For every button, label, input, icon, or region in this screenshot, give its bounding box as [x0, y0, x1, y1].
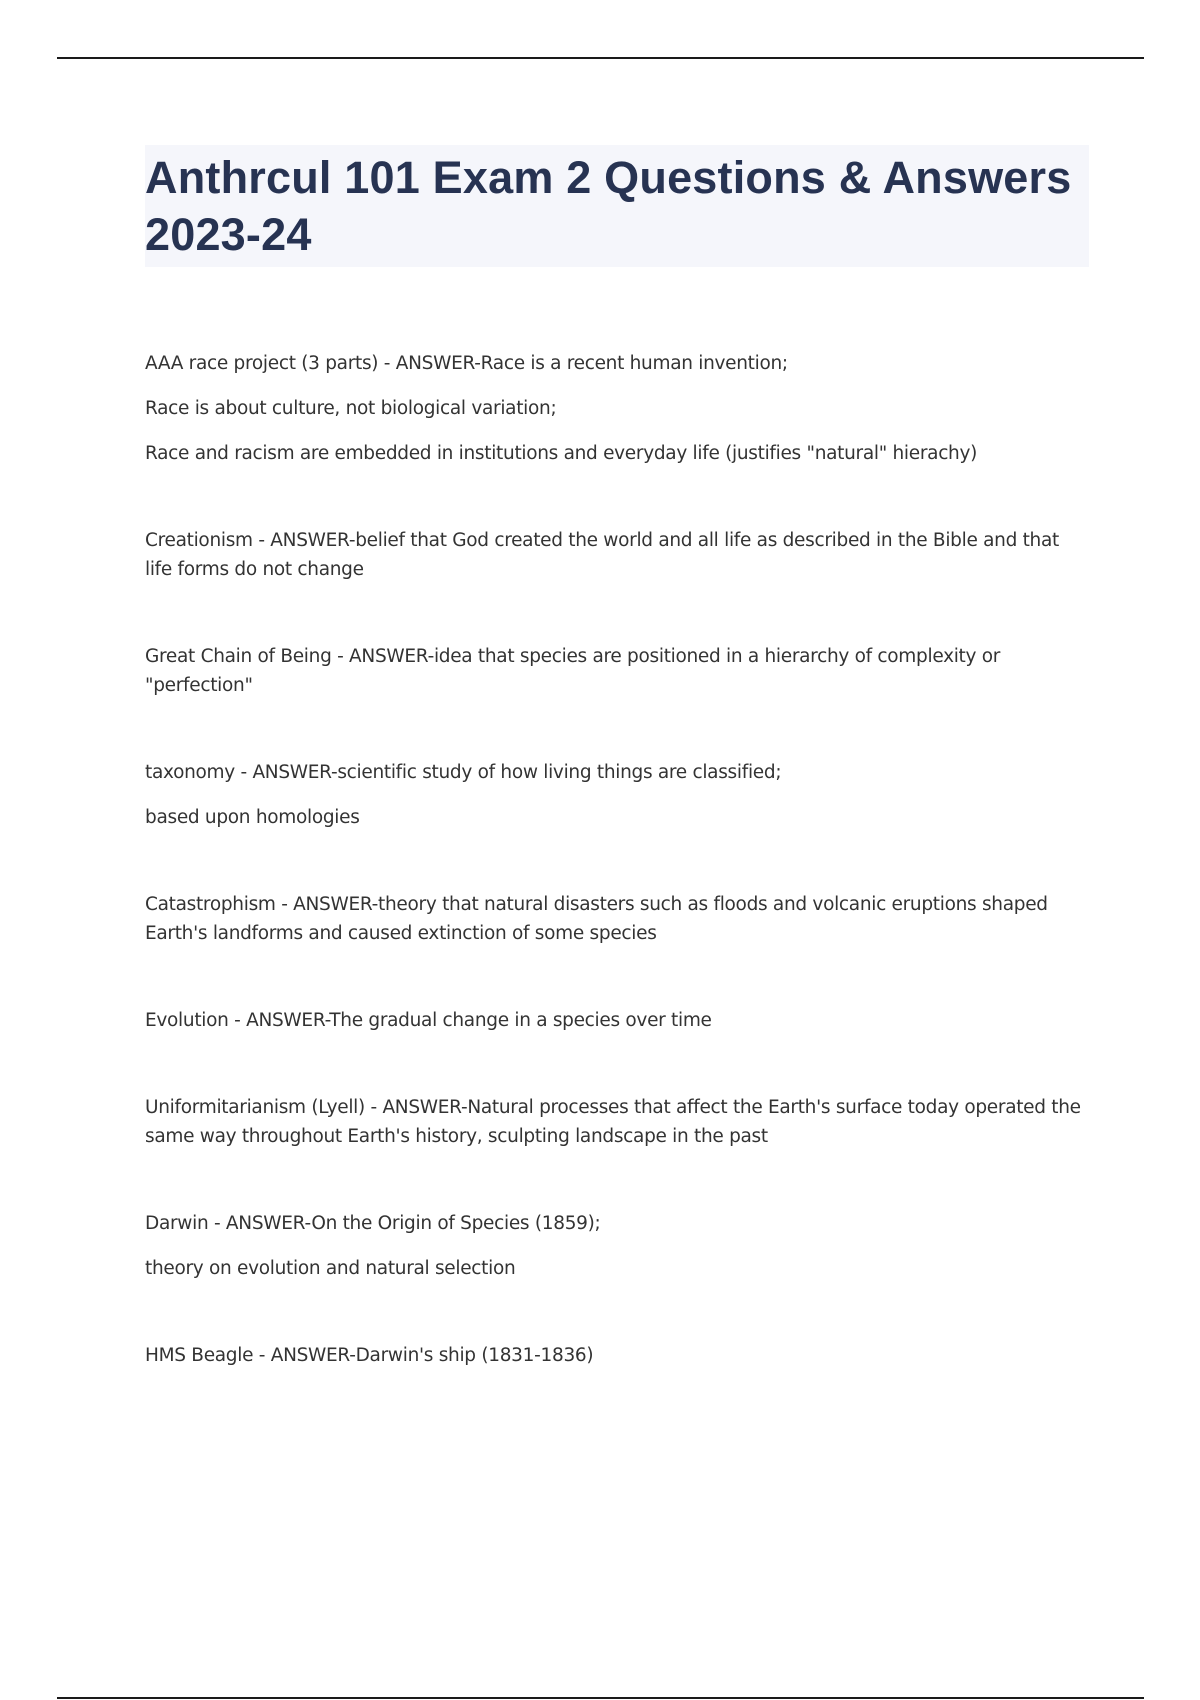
qa-entry-darwin	[145, 1209, 1089, 1283]
qa-entry-taxonomy	[145, 758, 1089, 832]
qa-entry-hms-beagle	[145, 1341, 1089, 1370]
qa-paragraph: theory on evolution and natural selection	[145, 1258, 516, 1279]
qa-paragraph: Race and racism are embedded in institutions and everyday life (justifies "natural" hierachy)	[145, 443, 978, 464]
qa-entry-evolution	[145, 1006, 1089, 1035]
qa-entry-aaa-race-project	[145, 349, 1089, 468]
qa-paragraph: HMS Beagle - ANSWER-Darwin's ship (1831-1836)	[145, 1345, 594, 1366]
qa-list	[145, 349, 1089, 1370]
title-block	[145, 145, 1089, 267]
document-title: Anthrcul 101 Exam 2 Questions & Answers 2023-24	[145, 152, 1072, 260]
top-rule	[57, 57, 1144, 59]
qa-entry-great-chain-of-being	[145, 642, 1089, 700]
qa-paragraph: Darwin - ANSWER-On the Origin of Species (1859);	[145, 1213, 601, 1234]
bottom-rule	[57, 1697, 1144, 1699]
qa-paragraph: Creationism - ANSWER-belief that God created the world and all life as described in the Bible and that life forms do not change	[145, 530, 1059, 580]
qa-paragraph: Catastrophism - ANSWER-theory that natural disasters such as floods and volcanic eruptions shaped Earth's landforms and caused extinction of some species	[145, 894, 1048, 944]
qa-entry-uniformitarianism	[145, 1093, 1089, 1151]
qa-paragraph: Race is about culture, not biological variation;	[145, 398, 557, 419]
qa-entry-creationism	[145, 526, 1089, 584]
document-page	[145, 145, 1089, 1428]
qa-paragraph: based upon homologies	[145, 807, 360, 828]
qa-paragraph: AAA race project (3 parts) - ANSWER-Race is a recent human invention;	[145, 353, 788, 374]
qa-paragraph: taxonomy - ANSWER-scientific study of how living things are classified;	[145, 762, 782, 783]
qa-entry-catastrophism	[145, 890, 1089, 948]
qa-paragraph: Great Chain of Being - ANSWER-idea that species are positioned in a hierarchy of complexity or "perfection"	[145, 646, 1001, 696]
qa-paragraph: Uniformitarianism (Lyell) - ANSWER-Natural processes that affect the Earth's surface today operated the same way throughout Earth's history, sculpting landscape in the past	[145, 1097, 1081, 1147]
qa-paragraph: Evolution - ANSWER-The gradual change in a species over time	[145, 1010, 712, 1031]
